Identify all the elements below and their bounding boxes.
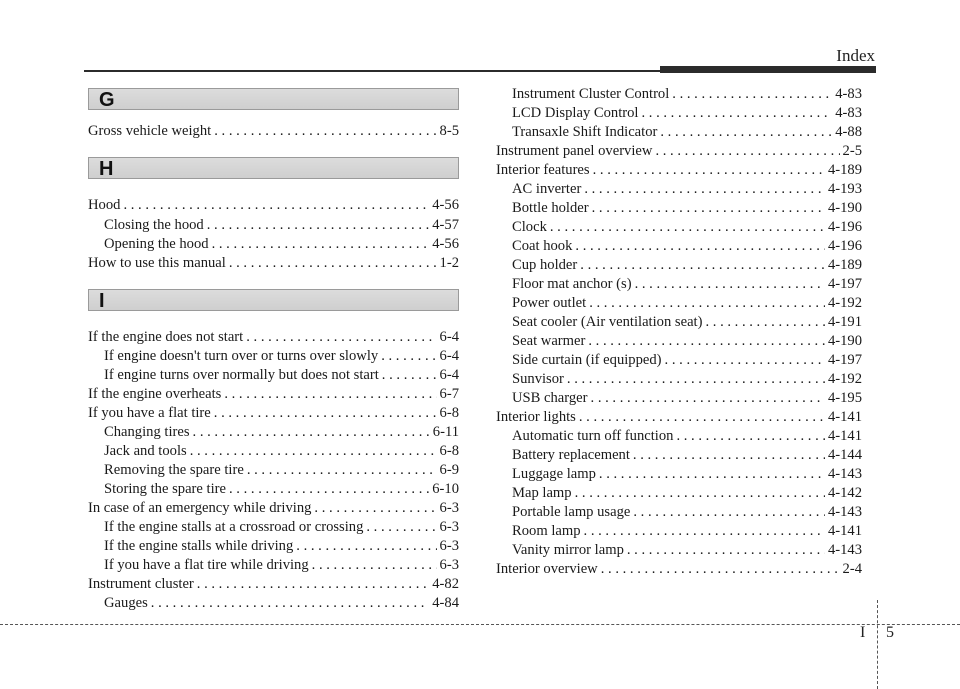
dot-leader — [550, 217, 825, 237]
dot-leader — [593, 160, 825, 180]
index-subentry — [104, 365, 459, 385]
entry-page: 4-189 — [827, 162, 862, 178]
dot-leader — [246, 327, 436, 347]
dot-leader — [567, 369, 825, 389]
dot-leader — [705, 312, 824, 332]
dot-leader — [314, 498, 436, 518]
index-entry — [88, 327, 459, 347]
entry-label: Instrument cluster — [88, 576, 194, 592]
index-subentry — [512, 540, 862, 560]
index-subentry — [512, 236, 862, 256]
index-entry — [496, 559, 862, 579]
dot-leader — [580, 255, 825, 275]
dot-leader — [601, 559, 840, 579]
index-subentry — [512, 293, 862, 313]
dot-leader — [584, 179, 825, 199]
entry-page: 4-141 — [827, 428, 862, 444]
entry-label: If the engine overheats — [88, 386, 222, 402]
dot-leader — [381, 346, 436, 366]
index-subentry — [512, 103, 862, 123]
dot-leader — [641, 103, 832, 123]
entry-page: 4-193 — [827, 181, 862, 197]
entry-page: 4-190 — [827, 333, 862, 349]
dot-leader — [633, 445, 825, 465]
index-subentry — [512, 84, 862, 104]
entry-label: Gauges — [104, 595, 148, 611]
dot-leader — [382, 365, 437, 385]
index-entry — [496, 160, 862, 180]
dot-leader — [655, 141, 839, 161]
dot-leader — [229, 253, 437, 273]
index-subentry — [512, 464, 862, 484]
index-entry — [88, 195, 459, 215]
dot-leader — [633, 502, 825, 522]
entry-label: If the engine does not start — [88, 329, 244, 345]
entry-page: 4-143 — [827, 504, 862, 520]
index-subentry — [512, 274, 862, 294]
dot-leader — [212, 234, 430, 254]
index-subentry — [104, 215, 459, 235]
index-subentry — [512, 331, 862, 351]
section-header-h — [88, 157, 459, 179]
entry-label: If engine doesn't turn over or turns over slowly — [104, 348, 379, 364]
entry-page: 8-5 — [439, 123, 459, 139]
index-subentry — [104, 593, 459, 613]
section-header-i — [88, 289, 459, 311]
dot-leader — [575, 236, 825, 256]
dot-leader — [584, 521, 825, 541]
entry-page: 4-56 — [432, 236, 459, 252]
entry-page: 2-4 — [842, 561, 862, 577]
entry-page: 4-88 — [835, 124, 862, 140]
index-entry — [496, 407, 862, 427]
entry-label: If engine turns over normally but does not start — [104, 367, 379, 383]
footer-dashed-rule — [0, 624, 960, 625]
entry-page: 6-3 — [439, 500, 459, 516]
entry-page: 4-191 — [827, 314, 862, 330]
index-subentry — [104, 234, 459, 254]
dot-leader — [591, 388, 825, 408]
entry-page: 4-141 — [827, 409, 862, 425]
entry-page: 4-82 — [432, 576, 459, 592]
entry-label: Jack and tools — [104, 443, 187, 459]
entry-page: 4-197 — [827, 352, 862, 368]
entry-page: 4-189 — [827, 257, 862, 273]
index-subentry — [512, 255, 862, 275]
dot-leader — [672, 84, 832, 104]
entry-label: Sunvisor — [512, 371, 564, 387]
entry-page: 6-4 — [439, 348, 459, 364]
entry-label: Interior overview — [496, 561, 598, 577]
entry-label: Automatic turn off function — [512, 428, 674, 444]
index-subentry — [104, 555, 459, 575]
index-subentry — [512, 122, 862, 142]
entry-label: Bottle holder — [512, 200, 589, 216]
dot-leader — [312, 555, 437, 575]
entry-page: 4-57 — [432, 217, 459, 233]
footer-dashed-divider — [877, 600, 878, 689]
entry-page: 4-196 — [827, 219, 862, 235]
index-subentry — [512, 369, 862, 389]
index-subentry — [512, 179, 862, 199]
entry-label: Opening the hood — [104, 236, 209, 252]
dot-leader — [635, 274, 825, 294]
entry-label: How to use this manual — [88, 255, 226, 271]
entry-page: 2-5 — [842, 143, 862, 159]
header-rule-accent — [660, 66, 876, 73]
dot-leader — [224, 384, 436, 404]
entry-page: 6-3 — [439, 557, 459, 573]
entry-page: 4-197 — [827, 276, 862, 292]
entry-page: 4-195 — [827, 390, 862, 406]
entry-page: 4-192 — [827, 371, 862, 387]
index-entry — [496, 141, 862, 161]
section-letter: I — [99, 290, 105, 312]
entry-page: 1-2 — [439, 255, 459, 271]
entry-page: 6-4 — [439, 329, 459, 345]
entry-label: AC inverter — [512, 181, 582, 197]
entry-page: 4-56 — [432, 197, 459, 213]
dot-leader — [589, 293, 825, 313]
entry-page: 4-196 — [827, 238, 862, 254]
entry-label: Luggage lamp — [512, 466, 596, 482]
footer-page-number: 5 — [886, 624, 894, 641]
index-subentry — [512, 502, 862, 522]
index-subentry — [512, 198, 862, 218]
header-title: Index — [836, 46, 875, 65]
entry-page: 4-190 — [827, 200, 862, 216]
index-entry — [88, 253, 459, 273]
dot-leader — [214, 403, 437, 423]
index-subentry — [512, 217, 862, 237]
index-subentry — [512, 426, 862, 446]
entry-label: Transaxle Shift Indicator — [512, 124, 658, 140]
entry-label: Instrument panel overview — [496, 143, 653, 159]
entry-label: LCD Display Control — [512, 105, 639, 121]
entry-page: 6-11 — [432, 424, 459, 440]
entry-label: Gross vehicle weight — [88, 123, 212, 139]
entry-page: 4-144 — [827, 447, 862, 463]
dot-leader — [588, 331, 825, 351]
entry-page: 4-192 — [827, 295, 862, 311]
entry-page: 6-4 — [439, 367, 459, 383]
entry-label: Interior features — [496, 162, 590, 178]
index-subentry — [104, 460, 459, 480]
index-subentry — [512, 388, 862, 408]
entry-label: Vanity mirror lamp — [512, 542, 624, 558]
entry-label: Instrument Cluster Control — [512, 86, 670, 102]
index-subentry — [512, 350, 862, 370]
entry-page: 6-8 — [439, 443, 459, 459]
entry-label: Battery replacement — [512, 447, 630, 463]
entry-label: If the engine stalls while driving — [104, 538, 294, 554]
index-subentry — [104, 517, 459, 537]
index-entry — [88, 498, 459, 518]
entry-label: Changing tires — [104, 424, 190, 440]
index-subentry — [104, 441, 459, 461]
index-subentry — [104, 346, 459, 366]
entry-label: Clock — [512, 219, 547, 235]
entry-label: USB charger — [512, 390, 588, 406]
entry-label: If you have a flat tire — [88, 405, 211, 421]
dot-leader — [627, 540, 825, 560]
entry-page: 6-8 — [439, 405, 459, 421]
dot-leader — [229, 479, 429, 499]
dot-leader — [665, 350, 825, 370]
dot-leader — [190, 441, 437, 461]
index-subentry — [512, 521, 862, 541]
entry-page: 6-3 — [439, 519, 459, 535]
entry-label: Seat warmer — [512, 333, 586, 349]
dot-leader — [151, 593, 429, 613]
entry-page: 6-10 — [432, 481, 459, 497]
entry-label: Portable lamp usage — [512, 504, 631, 520]
entry-page: 6-7 — [439, 386, 459, 402]
section-header-g — [88, 88, 459, 110]
entry-label: Floor mat anchor (s) — [512, 276, 632, 292]
entry-label: Hood — [88, 197, 121, 213]
index-subentry — [512, 312, 862, 332]
entry-page: 4-142 — [827, 485, 862, 501]
entry-page: 4-83 — [835, 86, 862, 102]
dot-leader — [676, 426, 824, 446]
index-entry — [88, 574, 459, 594]
section-letter: H — [99, 158, 114, 180]
index-entry — [88, 121, 459, 141]
entry-page: 4-143 — [827, 466, 862, 482]
dot-leader — [579, 407, 825, 427]
entry-page: 4-143 — [827, 542, 862, 558]
entry-label: In case of an emergency while driving — [88, 500, 312, 516]
entry-label: Storing the spare tire — [104, 481, 226, 497]
dot-leader — [193, 422, 430, 442]
dot-leader — [197, 574, 429, 594]
entry-page: 4-84 — [432, 595, 459, 611]
dot-leader — [214, 121, 436, 141]
index-subentry — [104, 422, 459, 442]
index-subentry — [512, 445, 862, 465]
section-letter: G — [99, 89, 115, 111]
index-subentry — [104, 479, 459, 499]
dot-leader — [599, 464, 825, 484]
index-entry — [88, 384, 459, 404]
entry-label: Side curtain (if equipped) — [512, 352, 662, 368]
entry-page: 6-3 — [439, 538, 459, 554]
dot-leader — [592, 198, 825, 218]
entry-label: Coat hook — [512, 238, 573, 254]
index-entry — [88, 403, 459, 423]
entry-label: Interior lights — [496, 409, 576, 425]
entry-label: Power outlet — [512, 295, 587, 311]
dot-leader — [660, 122, 832, 142]
entry-label: Seat cooler (Air ventilation seat) — [512, 314, 703, 330]
index-subentry — [104, 536, 459, 556]
dot-leader — [247, 460, 437, 480]
entry-label: If you have a flat tire while driving — [104, 557, 309, 573]
entry-label: Cup holder — [512, 257, 578, 273]
entry-page: 6-9 — [439, 462, 459, 478]
dot-leader — [296, 536, 436, 556]
entry-label: Closing the hood — [104, 217, 204, 233]
entry-page: 4-141 — [827, 523, 862, 539]
dot-leader — [366, 517, 436, 537]
dot-leader — [123, 195, 429, 215]
entry-label: If the engine stalls at a crossroad or crossing — [104, 519, 364, 535]
entry-label: Map lamp — [512, 485, 572, 501]
index-subentry — [512, 483, 862, 503]
footer-section-letter: I — [860, 624, 866, 641]
entry-label: Removing the spare tire — [104, 462, 244, 478]
dot-leader — [207, 215, 430, 235]
entry-page: 4-83 — [835, 105, 862, 121]
dot-leader — [575, 483, 825, 503]
entry-label: Room lamp — [512, 523, 581, 539]
